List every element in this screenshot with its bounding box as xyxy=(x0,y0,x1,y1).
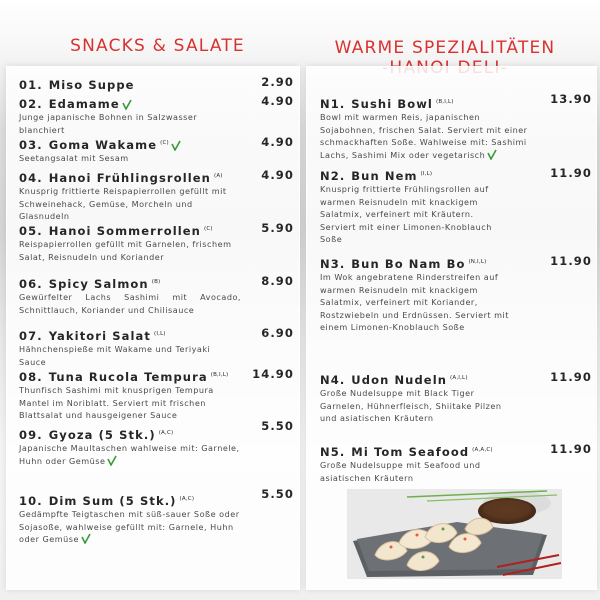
item-number: 02. xyxy=(19,97,43,111)
allergen-note: (B,I,L) xyxy=(435,99,454,105)
vegetarian-icon xyxy=(81,533,91,544)
item-price: 5.50 xyxy=(261,487,294,501)
vegetarian-icon xyxy=(487,149,497,160)
item-name: Miso Suppe xyxy=(48,78,135,92)
allergen-note: (N,I,L) xyxy=(468,259,487,265)
section-title-snacks-text: SNACKS & SALATE xyxy=(70,36,245,56)
item-number: N1. xyxy=(320,97,346,111)
menu-item xyxy=(19,325,294,368)
menu-item xyxy=(19,74,294,90)
snacks-menu-panel xyxy=(6,66,300,590)
menu-item xyxy=(19,487,294,546)
item-name: Bun Nem xyxy=(351,169,418,183)
item-price: 5.50 xyxy=(261,419,294,433)
menu-item xyxy=(320,441,590,484)
item-description-text: Bowl mit warmen Reis, japanischen Sojabohnen, frischen Salat. Serviert mit einer schmackhaften Soße. Wahlweise mit: Sashimi Lachs, Sashimi Mix oder vegetarisch xyxy=(320,112,528,160)
item-name: Sushi Bowl xyxy=(351,97,433,111)
item-number: 07. xyxy=(19,329,43,343)
item-name: Udon Nudeln xyxy=(351,373,448,387)
item-number: N4. xyxy=(320,373,346,387)
menu-item xyxy=(320,93,590,161)
item-price: 11.90 xyxy=(550,442,592,456)
item-number: 06. xyxy=(19,277,43,291)
item-description: Knusprig frittierte Reispapierrollen gefüllt mit Schweinehack, Gemüse, Morcheln und Glasnudeln xyxy=(19,186,227,221)
item-name: Mi Tom Seafood xyxy=(351,445,470,459)
item-description xyxy=(19,508,241,546)
item-description: Junge japanische Bohnen in Salzwasser blanchiert xyxy=(19,112,198,135)
allergen-note: (I,L) xyxy=(153,331,166,337)
allergen-note: (A,C) xyxy=(179,496,195,502)
vegetarian-icon xyxy=(107,455,117,466)
item-price: 2.90 xyxy=(261,75,294,89)
item-description: Große Nudelsuppe mit Black Tiger Garnelen, Hühnerfleisch, Shiitake Pilzen und asiatischen Kräutern xyxy=(320,388,502,423)
item-number: 09. xyxy=(19,428,43,442)
item-price: 8.90 xyxy=(261,274,294,288)
vegetarian-icon xyxy=(171,140,181,151)
menu-item xyxy=(320,369,590,425)
item-name: Gyoza (5 Stk.) xyxy=(48,428,156,442)
allergen-note: (A,C) xyxy=(158,430,174,436)
allergen-note: (A) xyxy=(213,173,223,179)
menu-item xyxy=(320,165,590,246)
menu-item xyxy=(19,167,294,223)
item-price: 11.90 xyxy=(550,166,592,180)
item-number: 05. xyxy=(19,224,43,238)
item-number: 01. xyxy=(19,78,43,92)
item-description: Knusprig frittierte Frühlingsrollen auf warmen Reisnudeln mit knackigem Salatmix, verfeinert mit Kräutern. Serviert mit einer Limonen-Knoblauch Soße xyxy=(320,184,492,244)
allergen-note: (B) xyxy=(151,279,161,285)
item-name: Tuna Rucola Tempura xyxy=(48,370,208,384)
item-price: 4.90 xyxy=(261,135,294,149)
item-description-text: Japanische Maultaschen wahlweise mit: Garnele, Huhn oder Gemüse xyxy=(19,443,240,466)
item-description: Hähnchenspieße mit Wakame und Teriyaki Sauce xyxy=(19,344,211,367)
menu-item xyxy=(19,366,294,422)
item-price: 6.90 xyxy=(261,326,294,340)
item-price: 5.90 xyxy=(261,221,294,235)
menu-item xyxy=(19,134,294,165)
item-description: Thunfisch Sashimi mit knusprigen Tempura Mantel im Noriblatt. Serviert mit frischen Blattsalat und hausgeigener Sauce xyxy=(19,385,214,420)
item-name: Bun Bo Nam Bo xyxy=(351,257,466,271)
item-description xyxy=(320,111,538,161)
menu-item xyxy=(19,419,294,467)
item-name: Yakitori Salat xyxy=(48,329,151,343)
allergen-note: (C) xyxy=(160,140,169,146)
menu-item xyxy=(19,93,294,136)
item-price: 4.90 xyxy=(261,168,294,182)
item-number: 10. xyxy=(19,494,43,508)
section-title-snacks xyxy=(20,36,295,56)
item-description xyxy=(19,442,241,467)
item-description: Gewürfelter Lachs Sashimi mit Avocado, Schnittlauch, Koriander und Chilisauce xyxy=(19,292,241,315)
menu-item xyxy=(19,220,294,263)
item-description: Große Nudelsuppe mit Seafood und asiatischen Kräutern xyxy=(320,460,481,483)
item-number: N2. xyxy=(320,169,346,183)
menu-item xyxy=(19,273,294,316)
item-number: N5. xyxy=(320,445,346,459)
allergen-note: (B,I,L) xyxy=(210,372,229,378)
warm-specialties-panel xyxy=(306,66,597,590)
menu-item xyxy=(320,253,590,334)
allergen-note: (C) xyxy=(203,226,213,232)
item-price: 14.90 xyxy=(252,367,294,381)
item-price: 11.90 xyxy=(550,370,592,384)
item-name: Goma Wakame xyxy=(48,138,158,152)
item-name: Hanoi Frühlingsrollen xyxy=(48,171,211,185)
item-price: 11.90 xyxy=(550,254,592,268)
allergen-note: (I,L) xyxy=(420,171,433,177)
item-price: 13.90 xyxy=(550,92,592,106)
item-price: 4.90 xyxy=(261,94,294,108)
vegetarian-icon xyxy=(122,99,132,110)
item-number: 04. xyxy=(19,171,43,185)
item-name: Edamame xyxy=(48,97,120,111)
allergen-note: (A,A,C) xyxy=(472,447,493,453)
item-description: Im Wok angebratene Rinderstreifen auf warmen Reisnudeln mit knackigem Salatmix, verfeinert mit Koriander, Rostzwiebeln und Erdnüssen. Serviert mit einem Limonen-Knoblauch Soße xyxy=(320,272,509,332)
item-number: 03. xyxy=(19,138,43,152)
item-number: N3. xyxy=(320,257,346,271)
food-photo xyxy=(347,489,562,579)
section-title-warm-line1: WARME SPEZIALITÄTEN xyxy=(334,38,556,58)
item-number: 08. xyxy=(19,370,43,384)
item-name: Spicy Salmon xyxy=(48,277,149,291)
item-description: Seetangsalat mit Sesam xyxy=(19,153,129,163)
item-name: Hanoi Sommerrollen xyxy=(48,224,201,238)
item-description: Reispapierrollen gefüllt mit Garnelen, frischem Salat, Reisnudeln und Koriander xyxy=(19,239,232,262)
item-description-text: Gedämpfte Teigtaschen mit süß-sauer Soße oder Sojasoße, wahlweise gefüllt mit: Garnele, Huhn oder Gemüse xyxy=(19,509,240,544)
allergen-note: (A,I,L) xyxy=(450,375,468,381)
item-name: Dim Sum (5 Stk.) xyxy=(48,494,177,508)
